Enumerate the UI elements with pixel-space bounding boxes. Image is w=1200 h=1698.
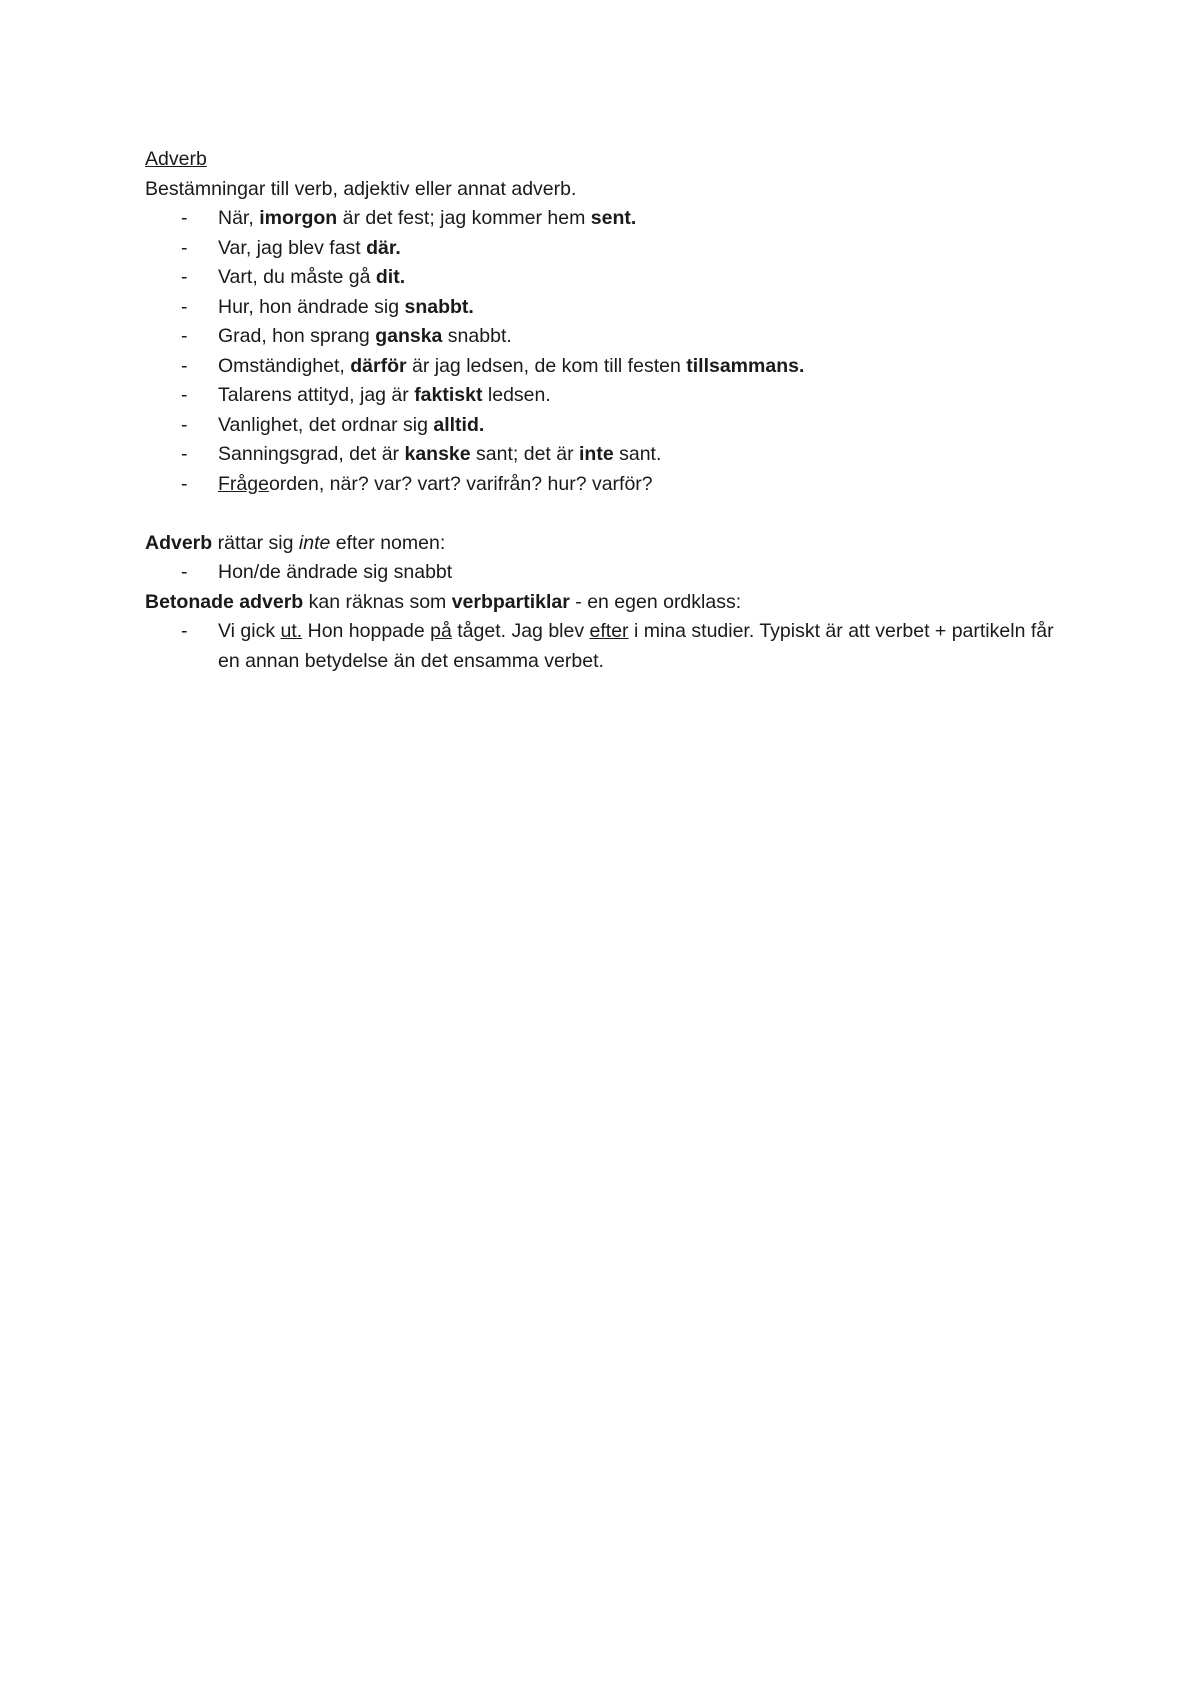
inflection-example-list [145,558,1065,588]
text-run: Hur, hon ändrade sig [218,295,405,318]
list-dash: - [181,236,188,259]
text-run: rättar sig [212,531,299,554]
bold-text: därför [350,354,407,377]
verb-particle-example-list [145,617,1065,676]
text-run: snabbt. [442,325,512,347]
text-run: är det fest; jag kommer hem [337,207,591,229]
list-dash: - [181,354,188,377]
bold-text: där. [366,236,401,259]
text-run: ledsen. [482,384,551,406]
list-dash: - [181,561,188,583]
list-dash: - [181,620,188,642]
list-dash: - [181,325,188,347]
bold-text: imorgon [259,207,338,229]
bold-text: dit. [375,266,406,288]
underlined-text: efter [589,620,629,642]
list-item [145,470,1065,500]
text-run: Vi gick [218,620,281,642]
document-body [145,145,1065,676]
bold-text: verbpartiklar [451,590,570,613]
text-run: tåget. Jag blev [451,620,590,642]
list-dash: - [181,413,188,436]
list-item [145,204,1065,234]
paragraph-adverb-inflection [145,529,1065,559]
bold-text: Adverb [145,531,213,554]
bold-text: kanske [404,443,471,465]
text-run: Hon/de ändrade sig snabbt [218,561,453,583]
list-dash: - [181,266,188,288]
bold-text: Betonade adverb [145,590,304,613]
bold-text: sent. [590,207,637,229]
bold-text: inte [579,443,614,465]
list-item [145,263,1065,293]
list-dash: - [181,443,188,465]
bold-text: ganska [375,325,443,347]
heading-adverb [145,145,1065,175]
bold-text: snabbt. [404,295,474,318]
list-item [145,411,1065,441]
text-run: Hon hoppade [302,620,431,642]
list-item [145,381,1065,411]
text-run: Vart, du måste gå [218,266,376,288]
list-dash: - [181,207,188,229]
text-run: Grad, hon sprang [218,325,376,347]
text-run: kan räknas som [303,590,452,613]
list-item [145,617,1065,676]
text-run: - en egen ordklass: [569,590,742,613]
intro-text: Bestämningar till verb, adjektiv eller annat adverb. [145,177,577,200]
list-dash: - [181,472,188,495]
list-item [145,558,1065,588]
bold-text: alltid. [433,413,485,436]
paragraph-verb-particles [145,588,1065,618]
list-dash: - [181,384,188,406]
text-run: Talarens attityd, jag är [218,384,415,406]
italic-text: inte [298,531,331,554]
text-run: efter nomen: [330,531,446,554]
text-run: sant; det är [470,443,580,465]
list-item [145,440,1065,470]
paragraph-gap [145,499,1065,529]
text-run: sant. [613,443,662,465]
underlined-text: Fråge [218,472,269,495]
underlined-text: på [430,620,452,642]
text-run: i mina studier. Typiskt är att verbet + partikeln får en annan betydelse än det ensamma verbet. [218,620,1054,672]
underlined-text: ut. [280,620,303,642]
text-run: Omständighet, [218,354,351,377]
text-run: Var, jag blev fast [218,236,367,259]
text-run: är jag ledsen, de kom till festen [406,354,687,377]
text-run: Vanlighet, det ordnar sig [218,413,434,436]
heading-text: Adverb [145,148,207,170]
bold-text: tillsammans. [686,354,805,377]
list-item [145,352,1065,382]
list-item [145,322,1065,352]
text-run: orden, när? var? vart? varifrån? hur? varför? [268,472,653,495]
list-item [145,293,1065,323]
text-run: Sanningsgrad, det är [218,443,405,465]
adverb-types-list [145,204,1065,499]
list-dash: - [181,295,188,318]
bold-text: faktiskt [414,384,483,406]
text-run: När, [218,207,260,229]
list-item [145,234,1065,264]
